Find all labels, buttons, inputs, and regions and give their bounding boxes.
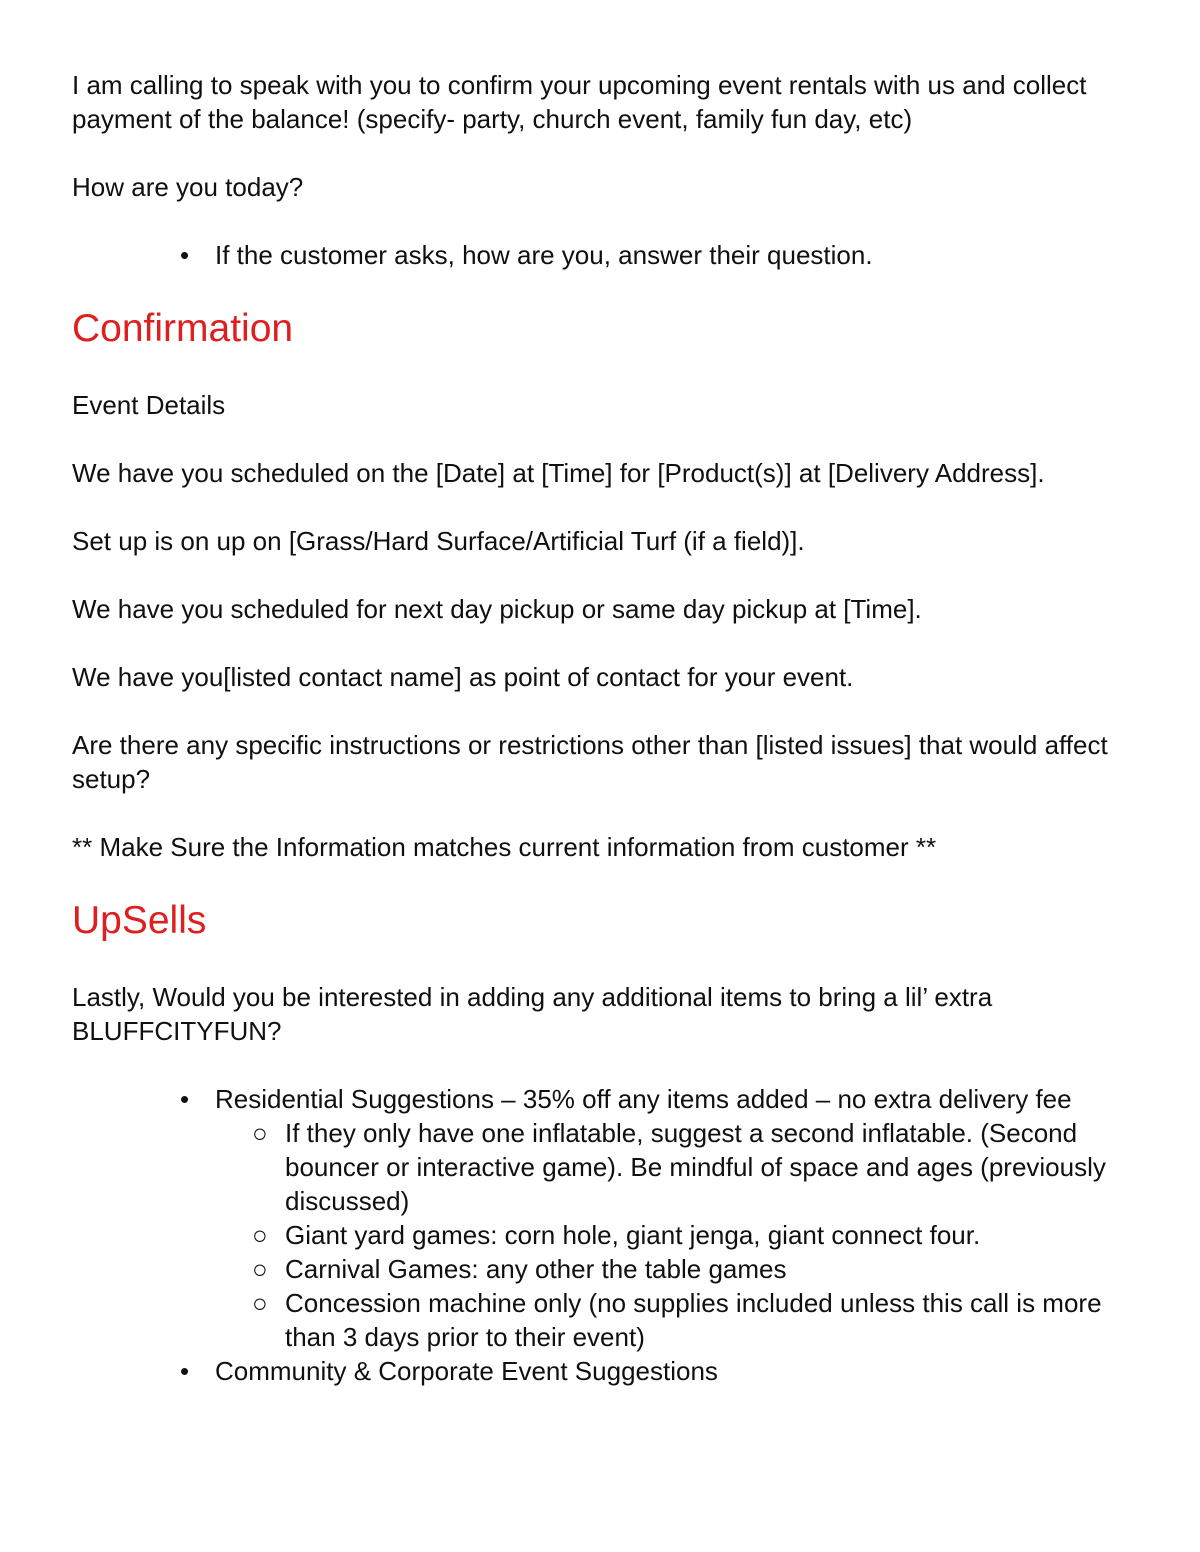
bullet-circle-icon: ○ — [252, 1288, 268, 1318]
bullet-disc-icon: • — [180, 1356, 190, 1386]
bullet-circle-icon: ○ — [252, 1254, 268, 1284]
list-item — [252, 1218, 1128, 1252]
confirmation-paragraph-pickup: We have you scheduled for next day pickup or same day pickup at [Time]. — [72, 594, 922, 624]
confirmation-paragraph-schedule: We have you scheduled on the [Date] at [Time] for [Product(s)] at [Delivery Address]. — [72, 458, 1045, 488]
bullet-disc-icon: • — [180, 240, 190, 270]
list-item-text: Concession machine only (no supplies included unless this call is more than 3 days prior to their event) — [285, 1288, 1102, 1352]
list-item-text: If they only have one inflatable, suggest a second inflatable. (Second bouncer or interactive game). Be mindful of space and ages (previously discussed) — [285, 1118, 1106, 1216]
list-item — [252, 1116, 1128, 1218]
upsells-heading: UpSells — [72, 899, 207, 942]
event-details-label: Event Details — [72, 390, 226, 420]
intro-paragraph-2: How are you today? — [72, 172, 304, 202]
bullet-circle-icon: ○ — [252, 1220, 268, 1250]
list-item-text: Carnival Games: any other the table games — [285, 1254, 787, 1284]
list-item — [252, 1286, 1128, 1354]
confirmation-paragraph-setup-surface: Set up is on up on [Grass/Hard Surface/Artificial Turf (if a field)]. — [72, 526, 805, 556]
confirmation-paragraph-contact: We have you[listed contact name] as point of contact for your event. — [72, 662, 854, 692]
upsells-list — [72, 1082, 1128, 1388]
bullet-disc-icon: • — [180, 1084, 190, 1114]
list-item-text: Residential Suggestions – 35% off any items added – no extra delivery fee — [215, 1084, 1072, 1114]
bullet-circle-icon: ○ — [252, 1118, 268, 1148]
intro-bullet-list — [72, 238, 1128, 272]
list-item-text: If the customer asks, how are you, answer their question. — [215, 240, 873, 270]
list-item — [180, 238, 1128, 272]
confirmation-paragraph-instructions: Are there any specific instructions or restrictions other than [listed issues] that would affect setup? — [72, 730, 1108, 794]
confirmation-heading: Confirmation — [72, 307, 294, 350]
upsells-paragraph-intro: Lastly, Would you be interested in adding any additional items to bring a lil’ extra BLUFFCITYFUN? — [72, 982, 993, 1046]
confirmation-note: ** Make Sure the Information matches current information from customer ** — [72, 832, 937, 862]
list-item-text: Giant yard games: corn hole, giant jenga, giant connect four. — [285, 1220, 981, 1250]
intro-paragraph-1: I am calling to speak with you to confirm your upcoming event rentals with us and collect payment of the balance! (specify- party, church event, family fun day, etc) — [72, 70, 1087, 134]
document-body — [72, 68, 1128, 1388]
list-item — [252, 1252, 1128, 1286]
list-item — [180, 1082, 1128, 1116]
list-item-text: Community & Corporate Event Suggestions — [215, 1356, 718, 1386]
list-item — [180, 1354, 1128, 1388]
